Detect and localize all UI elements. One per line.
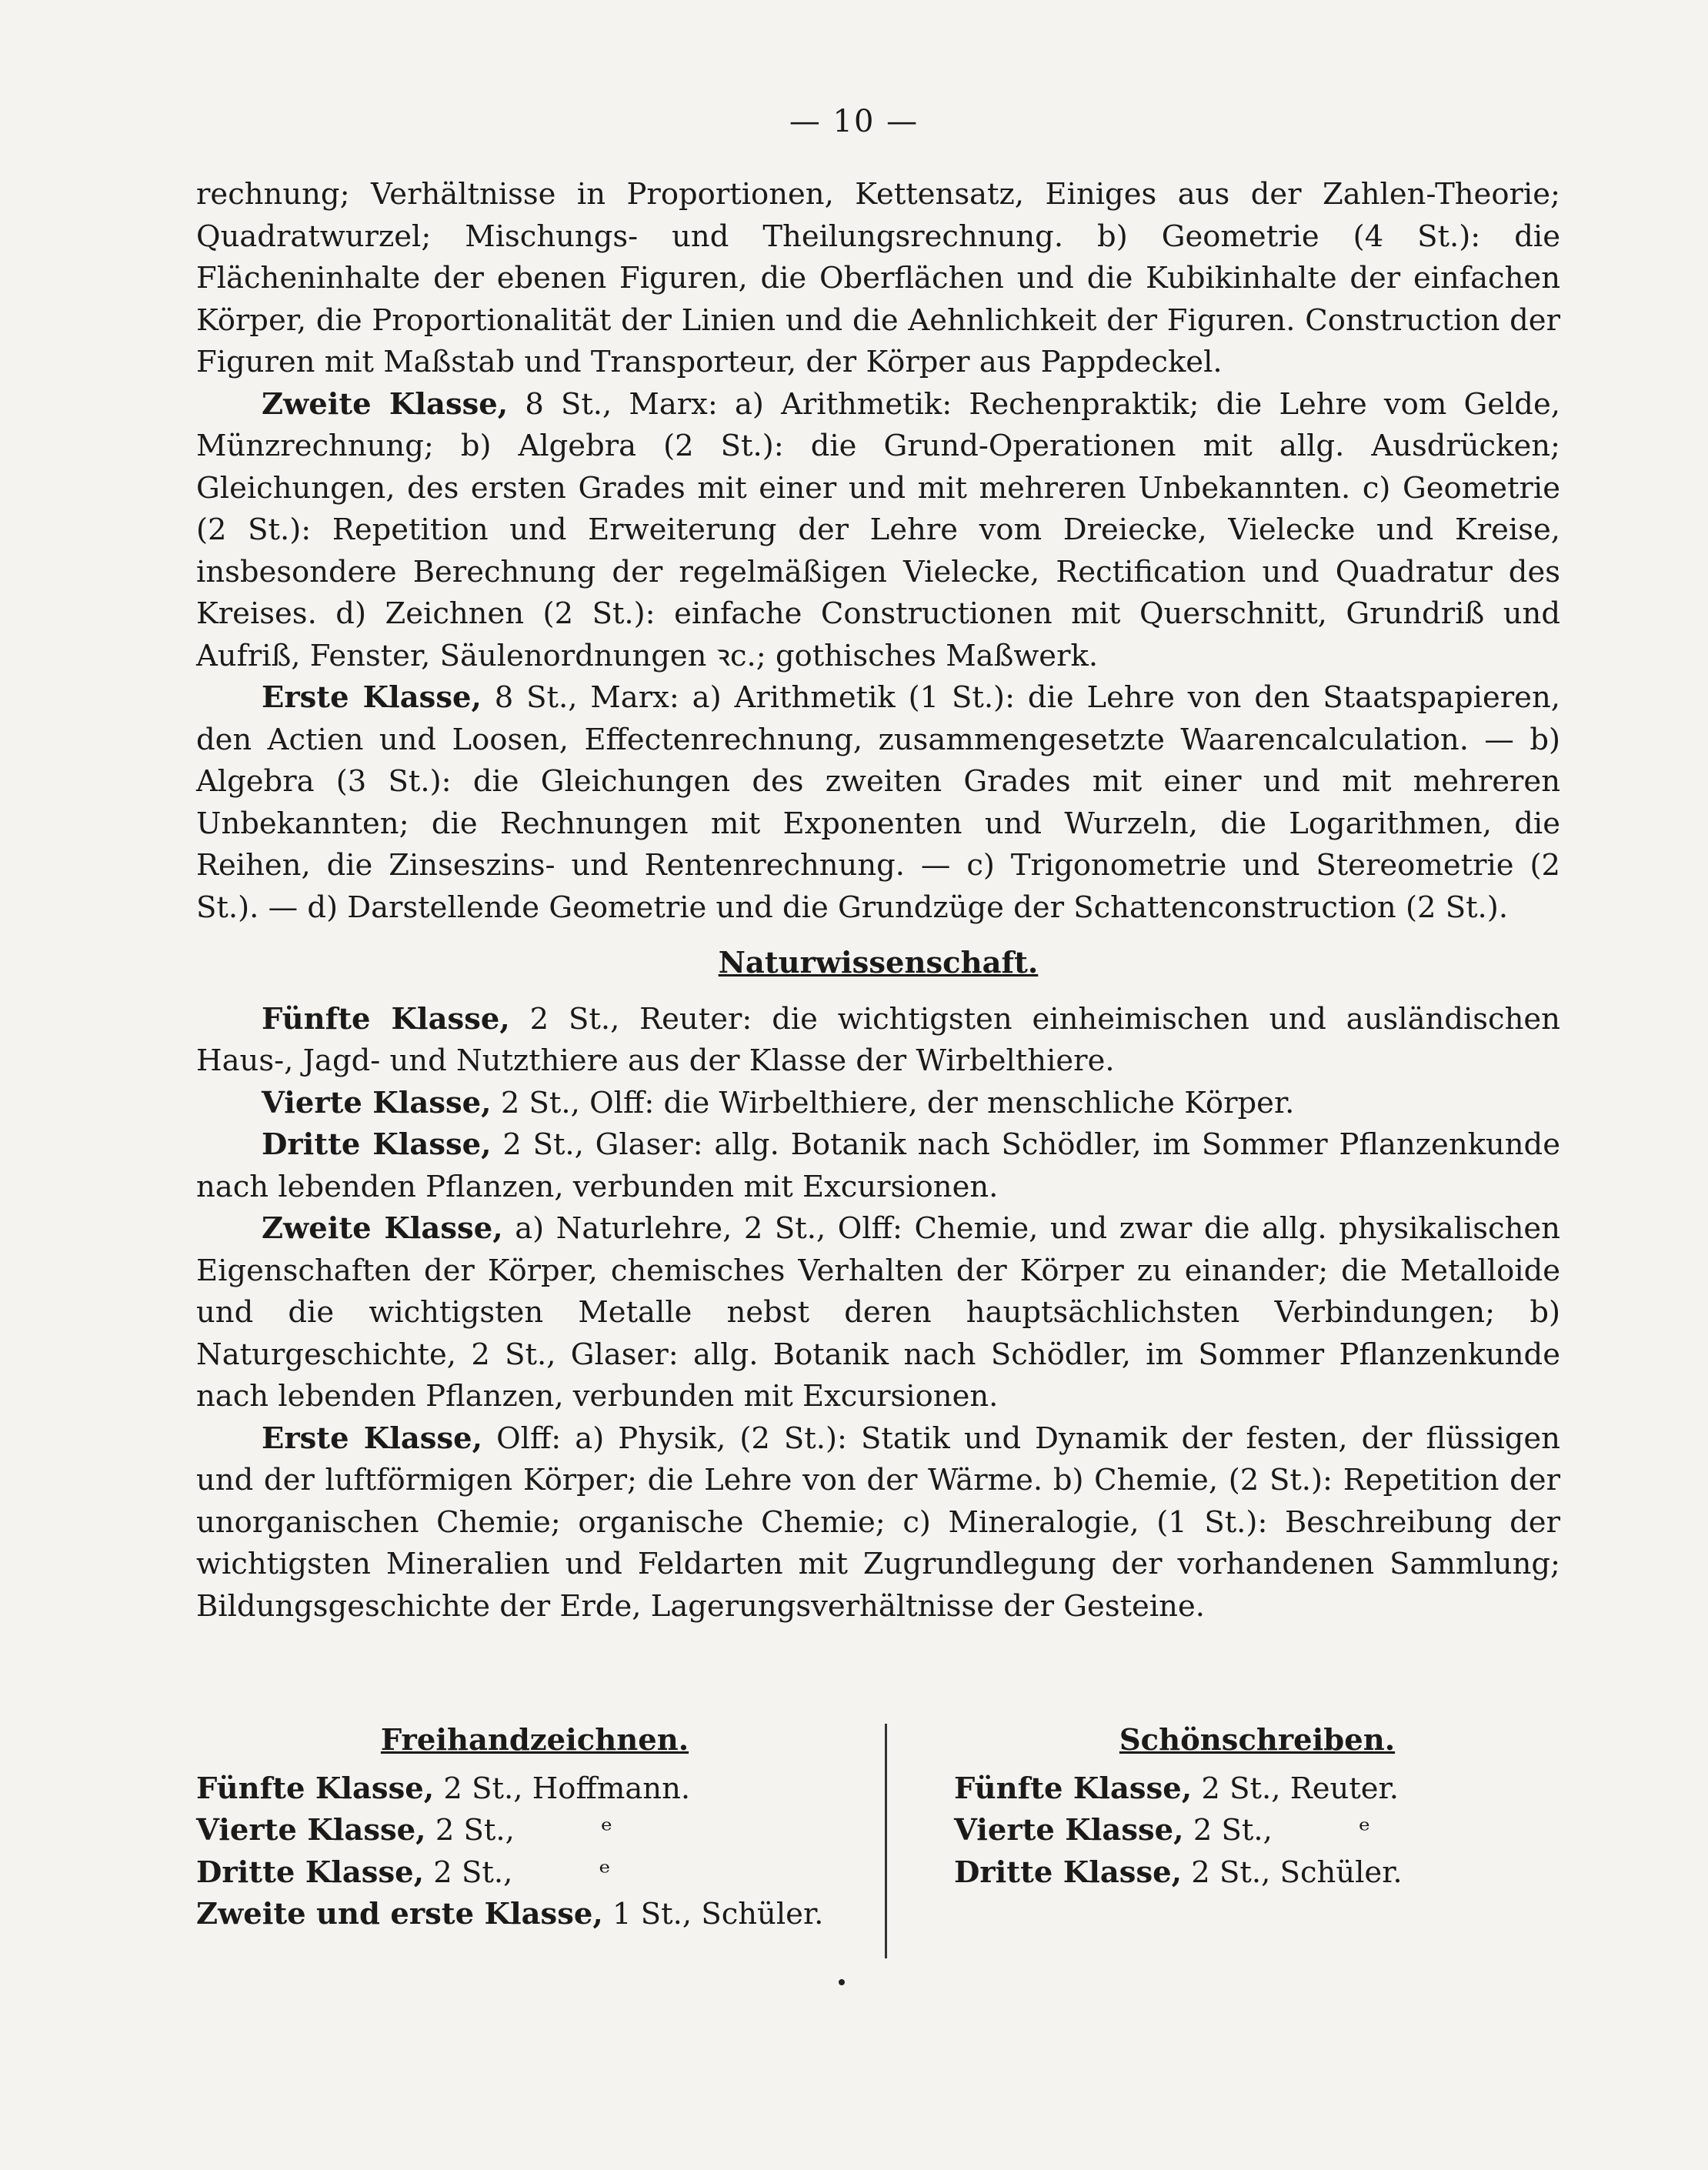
class-label: Zweite Klasse, <box>262 1211 503 1246</box>
list-item <box>954 1852 1560 1895</box>
list-item <box>954 1768 1560 1811</box>
paragraph-dritte-klasse-nature <box>196 1124 1560 1208</box>
class-label: Erste Klasse, <box>262 1421 483 1456</box>
page-body <box>196 174 1560 1627</box>
class-label: Fünfte Klasse, <box>196 1771 435 1806</box>
column-title: Freihandzeichnen. <box>380 1723 689 1758</box>
class-label: Dritte Klasse, <box>954 1855 1183 1890</box>
class-text: 2 St., Reuter. <box>1201 1771 1399 1806</box>
class-label: Fünfte Klasse, <box>954 1771 1193 1806</box>
paragraph-zweite-klasse-math <box>196 384 1560 678</box>
class-label: Zweite und erste Klasse, <box>196 1897 603 1931</box>
column-title: Schönschreiben. <box>1119 1723 1396 1758</box>
class-text: 8 St., Marx: a) Arithmetik: Rechenpraktik; die Lehre vom Gelde, Münzrechnung; b) Algebra (2 St.): die Grund-Operationen mit allg. Ausdrücken; Gleichungen, des ersten Grades mit einer und mit mehreren Unbekannten. c) Geometrie (2 St.): Repetition und Erweiterung der Lehre vom Dreiecke, Vielecke und Kreise, insbesondere Berechnung der regelmäßigen Vielecke, Rectification und Quadratur des Kreises. d) Zeichnen (2 St.): einfache Constructionen mit Querschnitt, Grundriß und Aufriß, Fenster, Säulenordnungen ꝛc.; gothisches Maßwerk. <box>196 386 1560 673</box>
column-schoenschreiben <box>954 1720 1560 1894</box>
class-label: Vierte Klasse, <box>954 1813 1184 1848</box>
column-divider <box>885 1724 887 1958</box>
class-text: 2 St., Glaser: allg. Botanik nach Schödler, im Sommer Pflanzenkunde nach lebenden Pflanzen, verbunden mit Excursionen. <box>196 1127 1560 1204</box>
class-text: 2 St., Schüler. <box>1191 1855 1403 1890</box>
two-column-section <box>196 1720 1560 1974</box>
class-text: 1 St., Schüler. <box>612 1897 824 1931</box>
class-text: 2 St., <box>1193 1813 1273 1848</box>
ditto-mark: ᵉ <box>1359 1813 1371 1848</box>
ditto-mark: ᵉ <box>601 1813 613 1848</box>
class-text: 2 St., Reuter: die wichtigsten einheimischen und ausländischen Haus-, Jagd- und Nutzthiere aus der Klasse der Wirbelthiere. <box>196 1001 1560 1078</box>
class-label: Dritte Klasse, <box>262 1127 492 1162</box>
paragraph-erste-klasse-nature <box>196 1418 1560 1628</box>
paragraph-vierte-klasse-nature <box>196 1083 1560 1125</box>
class-text: 2 St., Olff: die Wirbelthiere, der menschliche Körper. <box>500 1085 1295 1120</box>
class-text: 2 St., <box>435 1813 515 1848</box>
class-label: Zweite Klasse, <box>262 386 509 422</box>
list-item <box>954 1810 1560 1852</box>
class-text: 8 St., Marx: a) Arithmetik (1 St.): die Lehre von den Staatspapieren, den Actien und Loosen, Effectenrechnung, zusammengesetzte Waarencalculation. — b) Algebra (3 St.): die Gleichungen des zweiten Grades mit einer und mit mehreren Unbekannten; die Rechnungen mit Exponenten und Wurzeln, die Logarithmen, die Reihen, die Zinseszins- und Rentenrechnung. — c) Trigonometrie und Stereometrie (2 St.). — d) Darstellende Geometrie und die Grundzüge der Schattenconstruction (2 St.). <box>196 680 1560 925</box>
list-item <box>196 1768 873 1811</box>
class-text: Olff: a) Physik, (2 St.): Statik und Dynamik der festen, der flüssigen und der luftförmigen Körper; die Lehre von der Wärme. b) Chemie, (2 St.): Repetition der unorganischen Chemie; organische Chemie; c) Mineralogie, (1 St.): Beschreibung der wichtigsten Mineralien und Feldarten mit Zugrundlegung der vorhandenen Sammlung; Bildungsgeschichte der Erde, Lagerungsverhältnisse der Gesteine. <box>196 1421 1560 1624</box>
class-label: Dritte Klasse, <box>196 1855 425 1890</box>
class-label: Fünfte Klasse, <box>262 1001 510 1037</box>
paragraph-mathematics-continued: rechnung; Verhältnisse in Proportionen, Kettensatz, Einiges aus der Zahlen-Theorie; Quadratwurzel; Mischungs- und Theilungsrechnung. b) Geometrie (4 St.): die Flächeninhalte der ebenen Figuren, die Oberflächen und die Kubikinhalte der einfachen Körper, die Proportionalität der Linien und die Aehnlichkeit der Figuren. Construction der Figuren mit Maßstab und Transporteur, der Körper aus Pappdeckel. <box>196 177 1560 379</box>
class-label: Vierte Klasse, <box>262 1085 492 1120</box>
section-heading-naturwissenschaft: Naturwissenschaft. <box>718 946 1039 980</box>
ink-dot <box>839 1979 845 1985</box>
page-number: — 10 — <box>789 104 919 139</box>
list-item <box>196 1894 873 1936</box>
ditto-mark: ᵉ <box>599 1855 611 1890</box>
class-label: Erste Klasse, <box>262 680 482 715</box>
class-text: 2 St., Hoffmann. <box>443 1771 691 1806</box>
class-text: a) Naturlehre, 2 St., Olff: Chemie, und zwar die allg. physikalischen Eigenschaften der Körper, chemisches Verhalten der Körper zu einander; die Metalloide und die wichtigsten Metalle nebst deren hauptsächlichsten Verbindungen; b) Naturgeschichte, 2 St., Glaser: allg. Botanik nach Schödler, im Sommer Pflanzenkunde nach lebenden Pflanzen, verbunden mit Excursionen. <box>196 1211 1560 1414</box>
list-item <box>196 1852 873 1895</box>
class-text: 2 St., <box>433 1855 513 1890</box>
paragraph-zweite-klasse-nature <box>196 1208 1560 1418</box>
class-label: Vierte Klasse, <box>196 1813 426 1848</box>
list-item <box>196 1810 873 1852</box>
column-freihandzeichnen <box>196 1720 873 1936</box>
paragraph-fuenfte-klasse-nature <box>196 999 1560 1083</box>
paragraph-erste-klasse-math <box>196 677 1560 929</box>
